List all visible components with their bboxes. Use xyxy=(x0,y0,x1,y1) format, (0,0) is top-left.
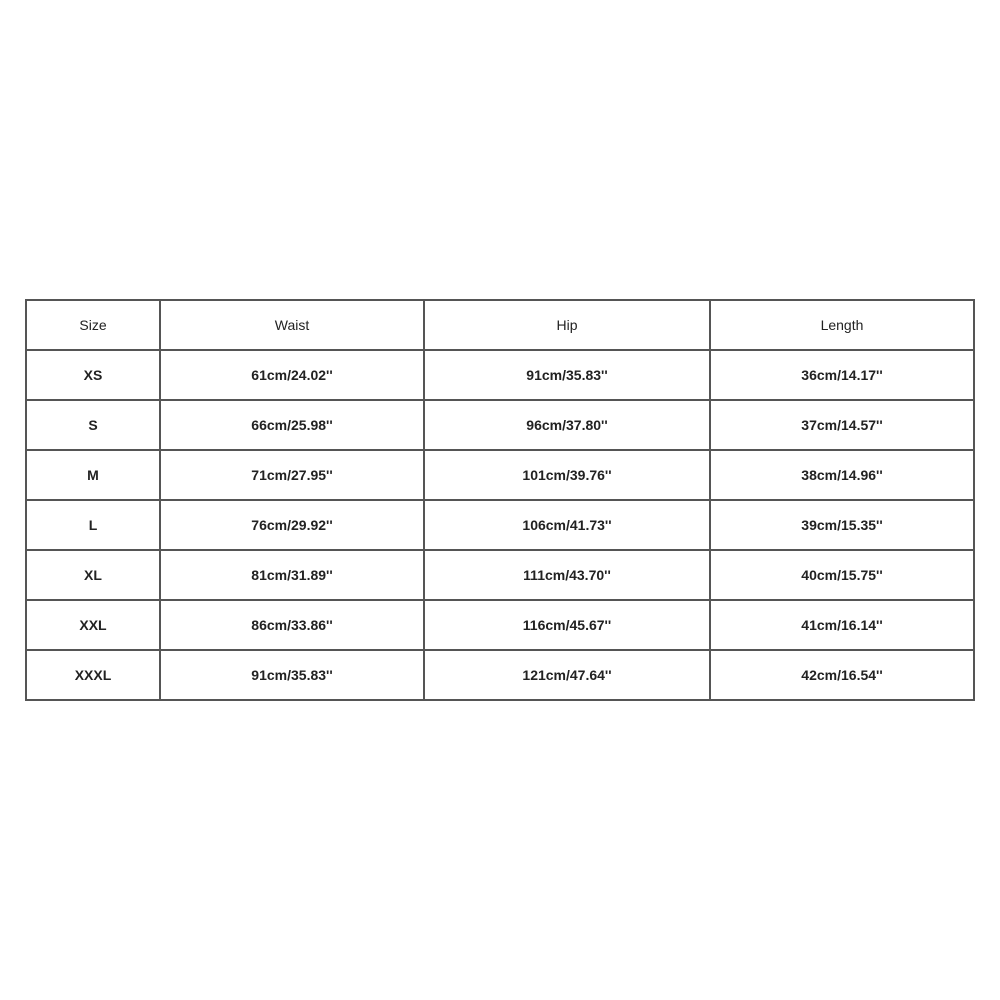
hip-cell: 106cm/41.73'' xyxy=(424,500,710,550)
hip-cell: 116cm/45.67'' xyxy=(424,600,710,650)
length-cell: 36cm/14.17'' xyxy=(710,350,974,400)
hip-cell: 96cm/37.80'' xyxy=(424,400,710,450)
table-row xyxy=(26,450,974,500)
waist-cell: 61cm/24.02'' xyxy=(160,350,424,400)
waist-cell: 86cm/33.86'' xyxy=(160,600,424,650)
header-size: Size xyxy=(26,300,160,350)
waist-cell: 76cm/29.92'' xyxy=(160,500,424,550)
table-row xyxy=(26,600,974,650)
length-cell: 39cm/15.35'' xyxy=(710,500,974,550)
length-cell: 37cm/14.57'' xyxy=(710,400,974,450)
hip-cell: 111cm/43.70'' xyxy=(424,550,710,600)
size-cell: S xyxy=(26,400,160,450)
waist-cell: 66cm/25.98'' xyxy=(160,400,424,450)
table-row xyxy=(26,400,974,450)
length-cell: 41cm/16.14'' xyxy=(710,600,974,650)
hip-cell: 101cm/39.76'' xyxy=(424,450,710,500)
size-cell: XXL xyxy=(26,600,160,650)
waist-cell: 81cm/31.89'' xyxy=(160,550,424,600)
waist-cell: 71cm/27.95'' xyxy=(160,450,424,500)
table-row xyxy=(26,500,974,550)
waist-cell: 91cm/35.83'' xyxy=(160,650,424,700)
table-row xyxy=(26,550,974,600)
table-row xyxy=(26,650,974,700)
header-hip: Hip xyxy=(424,300,710,350)
table-header-row xyxy=(26,300,974,350)
header-length: Length xyxy=(710,300,974,350)
length-cell: 38cm/14.96'' xyxy=(710,450,974,500)
table-row xyxy=(26,350,974,400)
header-waist: Waist xyxy=(160,300,424,350)
size-chart-table xyxy=(25,299,975,701)
size-cell: XL xyxy=(26,550,160,600)
hip-cell: 91cm/35.83'' xyxy=(424,350,710,400)
length-cell: 40cm/15.75'' xyxy=(710,550,974,600)
size-cell: XS xyxy=(26,350,160,400)
size-cell: M xyxy=(26,450,160,500)
size-cell: L xyxy=(26,500,160,550)
hip-cell: 121cm/47.64'' xyxy=(424,650,710,700)
length-cell: 42cm/16.54'' xyxy=(710,650,974,700)
size-cell: XXXL xyxy=(26,650,160,700)
